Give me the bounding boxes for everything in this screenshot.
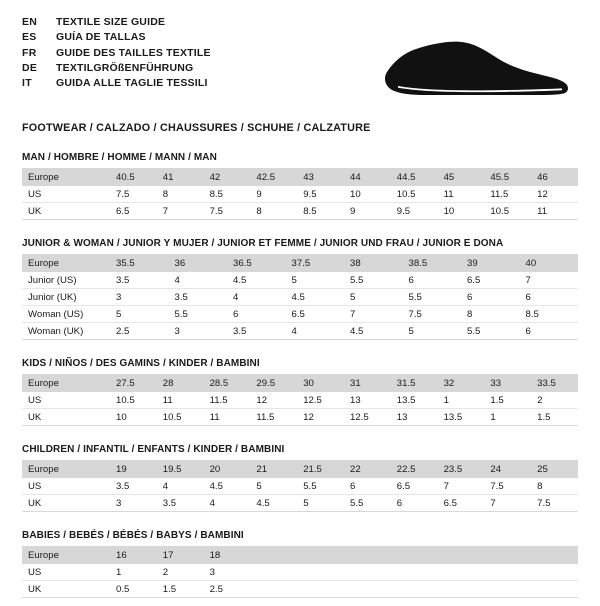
size-cell: 7 — [344, 306, 403, 323]
size-cell: 5 — [297, 495, 344, 512]
size-cell: 2.5 — [204, 581, 251, 598]
size-cell: 9 — [344, 203, 391, 220]
size-table-body — [22, 169, 578, 220]
size-cell: 5.5 — [169, 306, 228, 323]
size-cell: 29.5 — [250, 375, 297, 392]
size-cell: 3 — [169, 323, 228, 340]
language-row — [22, 31, 211, 46]
size-cell-empty — [391, 547, 438, 564]
size-cell: 6 — [520, 289, 579, 306]
table-row — [22, 547, 578, 564]
language-row — [22, 62, 211, 77]
document-header — [22, 16, 578, 108]
table-row — [22, 478, 578, 495]
size-cell: 40 — [520, 255, 579, 272]
size-cell: 44 — [344, 169, 391, 186]
size-cell: 1.5 — [484, 392, 531, 409]
size-cell: 6.5 — [110, 203, 157, 220]
size-cell: 24 — [484, 461, 531, 478]
size-cell-empty — [250, 564, 297, 581]
size-cell: 3.5 — [110, 272, 169, 289]
size-cell: 10 — [110, 409, 157, 426]
size-cell: 12 — [250, 392, 297, 409]
size-cell: 7.5 — [204, 203, 251, 220]
size-cell: 40.5 — [110, 169, 157, 186]
size-cell: 22 — [344, 461, 391, 478]
row-label: UK — [22, 581, 110, 598]
size-cell: 13 — [391, 409, 438, 426]
size-cell: 6 — [461, 289, 520, 306]
size-cell: 8.5 — [520, 306, 579, 323]
size-cell: 5.5 — [403, 289, 462, 306]
size-cell: 4 — [169, 272, 228, 289]
size-cell: 13.5 — [438, 409, 485, 426]
size-cell: 5.5 — [461, 323, 520, 340]
size-cell: 7 — [157, 203, 204, 220]
size-cell: 7 — [520, 272, 579, 289]
size-cell: 6.5 — [461, 272, 520, 289]
size-cell: 39 — [461, 255, 520, 272]
language-row — [22, 47, 211, 62]
size-cell: 1 — [438, 392, 485, 409]
size-cell: 41 — [157, 169, 204, 186]
size-cell: 11 — [531, 203, 578, 220]
size-block-title: MAN / HOMBRE / HOMME / MANN / MAN — [22, 152, 578, 169]
size-cell: 18 — [204, 547, 251, 564]
size-cell: 5 — [110, 306, 169, 323]
row-label: US — [22, 478, 110, 495]
size-cell: 5 — [250, 478, 297, 495]
size-cell: 4 — [204, 495, 251, 512]
size-cell-empty — [484, 547, 531, 564]
size-cell: 5 — [403, 323, 462, 340]
language-row — [22, 77, 211, 92]
row-label: Junior (US) — [22, 272, 110, 289]
size-cell: 7.5 — [484, 478, 531, 495]
size-cell: 5.5 — [344, 495, 391, 512]
size-cell: 45 — [438, 169, 485, 186]
table-row — [22, 186, 578, 203]
size-cell: 20 — [204, 461, 251, 478]
language-code: FR — [22, 46, 37, 59]
size-cell: 8.5 — [204, 186, 251, 203]
size-table-babies — [22, 547, 578, 598]
size-cell-empty — [484, 581, 531, 598]
size-cell-empty — [344, 547, 391, 564]
size-cell: 6 — [520, 323, 579, 340]
size-cell: 5 — [286, 272, 345, 289]
size-cell: 4.5 — [250, 495, 297, 512]
size-cell: 10.5 — [484, 203, 531, 220]
row-label: Woman (UK) — [22, 323, 110, 340]
size-block-junior-woman — [22, 238, 578, 340]
size-cell: 12.5 — [297, 392, 344, 409]
size-block-babies — [22, 530, 578, 598]
table-row — [22, 169, 578, 186]
size-cell: 45.5 — [484, 169, 531, 186]
size-cell: 5.5 — [344, 272, 403, 289]
size-block-title: CHILDREN / INFANTIL / ENFANTS / KINDER / BAMBINI — [22, 444, 578, 461]
row-label: UK — [22, 203, 110, 220]
size-cell-empty — [531, 581, 578, 598]
size-cell: 3.5 — [227, 323, 286, 340]
size-cell: 7.5 — [531, 495, 578, 512]
language-title: TEXTILGRÖßENFÜHRUNG — [56, 61, 194, 74]
size-cell: 9.5 — [391, 203, 438, 220]
size-cell: 6.5 — [438, 495, 485, 512]
size-cell-empty — [297, 564, 344, 581]
size-cell: 10.5 — [110, 392, 157, 409]
language-title-list-body — [22, 16, 211, 92]
language-title: GUIDE DES TAILLES TEXTILE — [56, 46, 211, 59]
row-label: Europe — [22, 375, 110, 392]
size-cell: 4 — [286, 323, 345, 340]
size-cell: 31.5 — [391, 375, 438, 392]
size-cell: 4.5 — [204, 478, 251, 495]
language-title: GUIDA ALLE TAGLIE TESSILI — [56, 77, 208, 90]
size-cell: 36 — [169, 255, 228, 272]
row-label: Europe — [22, 461, 110, 478]
size-cell: 46 — [531, 169, 578, 186]
size-cell-empty — [438, 547, 485, 564]
size-cell-empty — [438, 564, 485, 581]
size-table-man — [22, 169, 578, 220]
row-label: Europe — [22, 255, 110, 272]
size-cell: 42.5 — [250, 169, 297, 186]
size-table-body — [22, 375, 578, 426]
size-cell: 6 — [403, 272, 462, 289]
language-code: IT — [22, 77, 32, 90]
size-cell: 19.5 — [157, 461, 204, 478]
size-table-body — [22, 461, 578, 512]
size-block-title: KIDS / NIÑOS / DES GAMINS / KINDER / BAMBINI — [22, 358, 578, 375]
table-row — [22, 564, 578, 581]
size-table-kids — [22, 375, 578, 426]
size-cell: 8 — [461, 306, 520, 323]
size-cell: 6 — [344, 478, 391, 495]
size-block-title: JUNIOR & WOMAN / JUNIOR Y MUJER / JUNIOR ET FEMME / JUNIOR UND FRAU / JUNIOR E DONA — [22, 238, 578, 255]
size-cell-empty — [297, 547, 344, 564]
language-title: TEXTILE SIZE GUIDE — [56, 16, 166, 28]
table-row — [22, 495, 578, 512]
language-code: EN — [22, 16, 38, 28]
size-block-kids — [22, 358, 578, 426]
language-row — [22, 16, 211, 31]
language-title-list — [22, 16, 211, 92]
row-label: Europe — [22, 169, 110, 186]
size-cell: 23.5 — [438, 461, 485, 478]
table-row — [22, 306, 578, 323]
size-cell: 13 — [344, 392, 391, 409]
size-cell: 4.5 — [227, 272, 286, 289]
table-row — [22, 289, 578, 306]
size-cell: 17 — [157, 547, 204, 564]
size-cell: 22.5 — [391, 461, 438, 478]
size-cell: 28 — [157, 375, 204, 392]
table-row — [22, 255, 578, 272]
size-cell: 7 — [484, 495, 531, 512]
size-cell: 3.5 — [157, 495, 204, 512]
size-cell: 30 — [297, 375, 344, 392]
size-cell: 31 — [344, 375, 391, 392]
size-table-body — [22, 547, 578, 598]
row-label: UK — [22, 495, 110, 512]
size-cell: 35.5 — [110, 255, 169, 272]
row-label: US — [22, 392, 110, 409]
size-cell: 4.5 — [286, 289, 345, 306]
size-cell: 10.5 — [391, 186, 438, 203]
language-code: DE — [22, 61, 38, 74]
size-cell: 27.5 — [110, 375, 157, 392]
size-cell-empty — [344, 564, 391, 581]
size-cell: 8.5 — [297, 203, 344, 220]
size-cell: 10.5 — [157, 409, 204, 426]
size-cell: 44.5 — [391, 169, 438, 186]
size-cell: 6.5 — [286, 306, 345, 323]
row-label: US — [22, 564, 110, 581]
size-cell: 28.5 — [204, 375, 251, 392]
size-cell: 21.5 — [297, 461, 344, 478]
size-cell: 5.5 — [297, 478, 344, 495]
size-cell: 7.5 — [110, 186, 157, 203]
size-cell: 25 — [531, 461, 578, 478]
size-cell: 6 — [227, 306, 286, 323]
size-cell: 6 — [391, 495, 438, 512]
row-label: UK — [22, 409, 110, 426]
size-cell: 42 — [204, 169, 251, 186]
size-cell: 7.5 — [403, 306, 462, 323]
size-cell: 16 — [110, 547, 157, 564]
size-cell-empty — [531, 564, 578, 581]
table-row — [22, 581, 578, 598]
size-cell-empty — [391, 564, 438, 581]
size-cell: 38.5 — [403, 255, 462, 272]
table-row — [22, 409, 578, 426]
table-row — [22, 323, 578, 340]
size-cell: 19 — [110, 461, 157, 478]
size-table-junior-woman — [22, 255, 578, 340]
size-cell: 2 — [531, 392, 578, 409]
size-cell: 3 — [110, 495, 157, 512]
row-label: Europe — [22, 547, 110, 564]
size-cell: 36.5 — [227, 255, 286, 272]
size-cell: 37.5 — [286, 255, 345, 272]
dress-shoe-icon — [380, 28, 570, 104]
size-cell: 11 — [438, 186, 485, 203]
size-cell: 5 — [344, 289, 403, 306]
size-cell: 9 — [250, 186, 297, 203]
size-cell: 1.5 — [157, 581, 204, 598]
size-block-man — [22, 152, 578, 220]
size-cell: 1 — [484, 409, 531, 426]
table-row — [22, 461, 578, 478]
size-cell: 1.5 — [531, 409, 578, 426]
size-cell-empty — [250, 581, 297, 598]
table-row — [22, 203, 578, 220]
size-cell-empty — [438, 581, 485, 598]
row-label: US — [22, 186, 110, 203]
size-block-children — [22, 444, 578, 512]
size-cell-empty — [484, 564, 531, 581]
size-cell: 6.5 — [391, 478, 438, 495]
size-table-body — [22, 255, 578, 340]
size-cell: 43 — [297, 169, 344, 186]
size-cell: 33.5 — [531, 375, 578, 392]
size-cell: 21 — [250, 461, 297, 478]
size-cell: 10 — [438, 203, 485, 220]
size-cell: 1 — [110, 564, 157, 581]
size-cell: 11.5 — [250, 409, 297, 426]
size-cell: 3.5 — [169, 289, 228, 306]
size-cell-empty — [297, 581, 344, 598]
size-cell: 13.5 — [391, 392, 438, 409]
size-cell: 12 — [531, 186, 578, 203]
size-cell: 3 — [110, 289, 169, 306]
size-cell: 4 — [227, 289, 286, 306]
size-cell: 8 — [250, 203, 297, 220]
size-cell: 9.5 — [297, 186, 344, 203]
size-cell: 3 — [204, 564, 251, 581]
size-cell-empty — [250, 547, 297, 564]
size-cell: 4 — [157, 478, 204, 495]
bottom-spacer — [22, 598, 578, 606]
size-cell: 12.5 — [344, 409, 391, 426]
size-cell-empty — [531, 547, 578, 564]
size-cell: 11.5 — [204, 392, 251, 409]
language-code: ES — [22, 31, 37, 44]
size-cell: 8 — [157, 186, 204, 203]
size-cell: 12 — [297, 409, 344, 426]
language-title: GUÍA DE TALLAS — [56, 31, 146, 44]
size-cell: 4.5 — [344, 323, 403, 340]
size-cell: 7 — [438, 478, 485, 495]
size-cell-empty — [344, 581, 391, 598]
size-cell: 2 — [157, 564, 204, 581]
size-table-children — [22, 461, 578, 512]
row-label: Woman (US) — [22, 306, 110, 323]
table-row — [22, 392, 578, 409]
row-label: Junior (UK) — [22, 289, 110, 306]
size-cell-empty — [391, 581, 438, 598]
size-cell: 11.5 — [484, 186, 531, 203]
size-cell: 32 — [438, 375, 485, 392]
table-row — [22, 272, 578, 289]
size-cell: 38 — [344, 255, 403, 272]
size-block-title: BABIES / BEBÉS / BÉBÉS / BABYS / BAMBINI — [22, 530, 578, 547]
table-row — [22, 375, 578, 392]
size-cell: 11 — [157, 392, 204, 409]
size-cell: 8 — [531, 478, 578, 495]
size-cell: 33 — [484, 375, 531, 392]
category-title: FOOTWEAR / CALZADO / CHAUSSURES / SCHUHE / CALZATURE — [22, 122, 371, 134]
size-cell: 0.5 — [110, 581, 157, 598]
size-cell: 11 — [204, 409, 251, 426]
size-cell: 2.5 — [110, 323, 169, 340]
size-cell: 10 — [344, 186, 391, 203]
size-cell: 3.5 — [110, 478, 157, 495]
